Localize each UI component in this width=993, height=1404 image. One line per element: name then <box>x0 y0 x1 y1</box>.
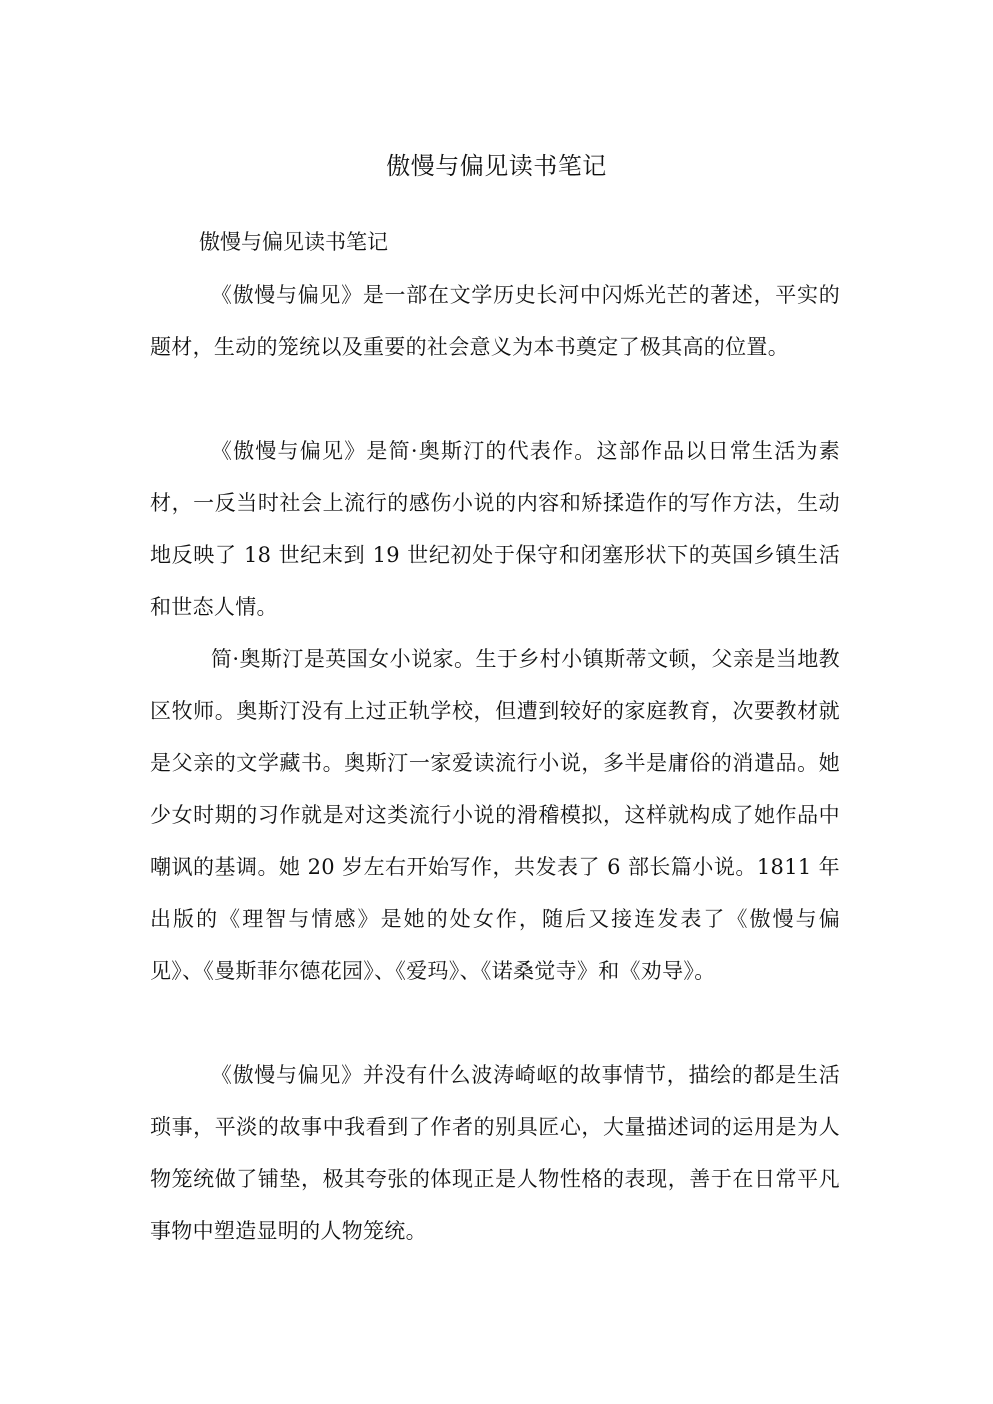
paragraph-plot-commentary: 《傲慢与偏见》并没有什么波涛崎岖的故事情节，描绘的都是生活琐事，平淡的故事中我看到了作者的别具匠心，大量描述词的运用是为人物笼统做了铺垫，极其夸张的体现正是人物性格的表现，善于在日常平凡事物中塑造显明的人物笼统。 <box>150 1063 840 1243</box>
paragraph-author-biography: 简·奥斯汀是英国女小说家。生于乡村小镇斯蒂文顿，父亲是当地教区牧师。奥斯汀没有上过正轨学校，但遭到较好的家庭教育，次要教材就是父亲的文学藏书。奥斯汀一家爱读流行小说，多半是庸俗的消遣品。她少女时期的习作就是对这类流行小说的滑稽模拟，这样就构成了她作品中嘲讽的基调。她 20 岁左右开始写作，共发表了 6 部长篇小说。1811 年出版的《理智与情感》是她的处女作，随后又接连发表了《傲慢与偏见》、《曼斯菲尔德花园》、《爱玛》、《诺桑觉寺》和《劝导》。 <box>150 647 840 983</box>
document-subheading: 傲慢与偏见读书笔记 <box>199 230 388 254</box>
document-title: 傲慢与偏见读书笔记 <box>386 152 607 180</box>
paragraph-representative-work: 《傲慢与偏见》是简·奥斯汀的代表作。这部作品以日常生活为素材，一反当时社会上流行的感伤小说的内容和矫揉造作的写作方法，生动地反映了 18 世纪末到 19 世纪初处于保守和闭塞形状下的英国乡镇生活和世态人情。 <box>150 439 840 619</box>
paragraph-intro: 《傲慢与偏见》是一部在文学历史长河中闪烁光芒的著述，平实的题材，生动的笼统以及重要的社会意义为本书奠定了极其高的位置。 <box>150 283 840 359</box>
